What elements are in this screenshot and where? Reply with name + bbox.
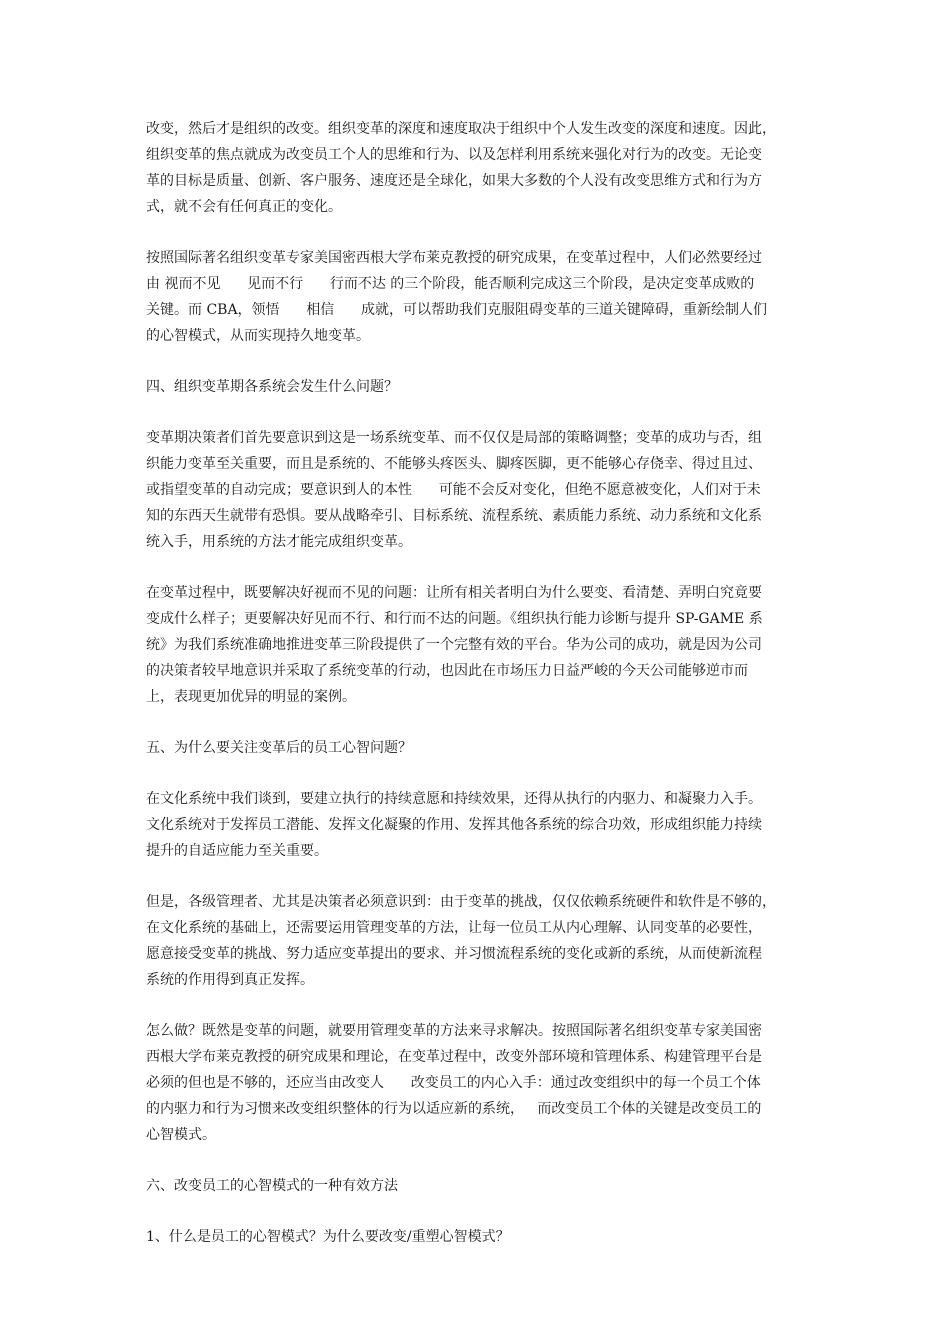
text-line: 的决策者较早地意识并采取了系统变革的行动，也因此在市场压力日益严峻的今天公司能够逆市而	[146, 663, 748, 679]
text-line: 心智模式。	[146, 1127, 216, 1143]
text-line: 但是，各级管理者、尤其是决策者必须意识到：由于变革的挑战，仅仅依赖系统硬件和软件是不够的，	[146, 894, 776, 910]
text-line: 的内驱力和行为习惯来改变组织整体的行为以适应新的系统， 而改变员工个体的关键是改变员工的	[146, 1101, 762, 1117]
text-line: 革的目标是质量、创新、客户服务、速度还是全球化，如果大多数的个人没有改变思维方式和行为方	[146, 173, 762, 189]
paragraph-intro	[146, 116, 810, 220]
text-line: 式，就不会有任何真正的变化。	[146, 199, 342, 215]
text-line: 按照国际著名组织变革专家美国密西根大学布莱克教授的研究成果，在变革过程中，人们必然要经过	[146, 250, 762, 266]
text-line: 在文化系统中我们谈到，要建立执行的持续意愿和持续效果，还得从执行的内驱力、和凝聚力入手。	[146, 791, 762, 807]
text-line: 统入手，用系统的方法才能完成组织变革。	[146, 534, 412, 550]
text-line: 必须的但也是不够的，还应当由改变人 改变员工的内心入手：通过改变组织中的每一个员工个体	[146, 1075, 761, 1091]
text-line: 由 视而不见 见而不行 行而不达 的三个阶段，能否顺利完成这三个阶段，是决定变革成败的	[146, 276, 755, 292]
text-line: 知的东西天生就带有恐惧。要从战略牵引、目标系统、流程系统、素质能力系统、动力系统和文化系	[146, 508, 762, 524]
text-line: 西根大学布莱克教授的研究成果和理论，在变革过程中，改变外部环境和管理体系、构建管理平台是	[146, 1049, 762, 1065]
text-line: 在文化系统的基础上，还需要运用管理变革的方法，让每一位员工从内心理解、认同变革的必要性，	[146, 920, 762, 936]
paragraph-culture-system	[146, 786, 810, 864]
text-line: 统》为我们系统准确地推进变革三阶段提供了一个完整有效的平台。华为公司的成功，就是因为公司	[146, 637, 762, 653]
text-line: 关键。而 CBA，领悟 相信 成就，可以帮助我们克服阻碍变革的三道关键障碍，重新绘制人们	[146, 302, 767, 318]
section-heading-4: 四、组织变革期各系统会发生什么问题？	[146, 379, 398, 395]
text-line: 系统的作用得到真正发挥。	[146, 972, 314, 988]
text-line: 文化系统对于发挥员工潜能、发挥文化凝聚的作用、发挥其他各系统的综合功效，形成组织能力持续	[146, 817, 762, 833]
text-line: 组织变革的焦点就成为改变员工个人的思维和行为、以及怎样利用系统来强化对行为的改变。无论变	[146, 147, 762, 163]
text-line: 变革期决策者们首先要意识到这是一场系统变革、而不仅仅是局部的策略调整；变革的成功与否，组	[146, 430, 762, 446]
text-line: 改变，然后才是组织的改变。组织变革的深度和速度取决于组织中个人发生改变的深度和速度。因此，	[146, 121, 776, 137]
text-line: 在变革过程中，既要解决好视而不见的问题：让所有相关者明白为什么要变、看清楚、弄明白究竟要	[146, 585, 762, 601]
document-page	[146, 116, 810, 1250]
text-line: 织能力变革至关重要，而且是系统的、不能够头疼医头、脚疼医脚，更不能够心存侥幸、得过且过、	[146, 456, 762, 472]
text-line: 变成什么样子；更要解决好见而不行、和行而不达的问题。《组织执行能力诊断与提升 SP-GAME 系	[146, 611, 763, 627]
paragraph-three-stages	[146, 245, 810, 349]
paragraph-how-to	[146, 1018, 810, 1148]
paragraph-sp-game	[146, 580, 810, 710]
subsection-heading-1: 1、什么是员工的心智模式？为什么要改变/重塑心智模式？	[146, 1229, 510, 1245]
text-line: 或指望变革的自动完成；要意识到人的本性 可能不会反对变化，但绝不愿意被变化，人们对于未	[146, 482, 761, 498]
section-heading-6: 六、改变员工的心智模式的一种有效方法	[146, 1178, 398, 1194]
text-line: 愿意接受变革的挑战、努力适应变革提出的要求、并习惯流程系统的变化或新的系统，从而使新流程	[146, 946, 762, 962]
paragraph-system-change	[146, 425, 810, 555]
text-line: 的心智模式，从而实现持久地变革。	[146, 328, 370, 344]
text-line: 上，表现更加优异的明显的案例。	[146, 689, 356, 705]
text-line: 怎么做？既然是变革的问题，就要用管理变革的方法来寻求解决。按照国际著名组织变革专家美国密	[146, 1023, 762, 1039]
paragraph-managers	[146, 889, 810, 993]
text-line: 提升的自适应能力至关重要。	[146, 843, 328, 859]
section-heading-5: 五、为什么要关注变革后的员工心智问题？	[146, 740, 412, 756]
